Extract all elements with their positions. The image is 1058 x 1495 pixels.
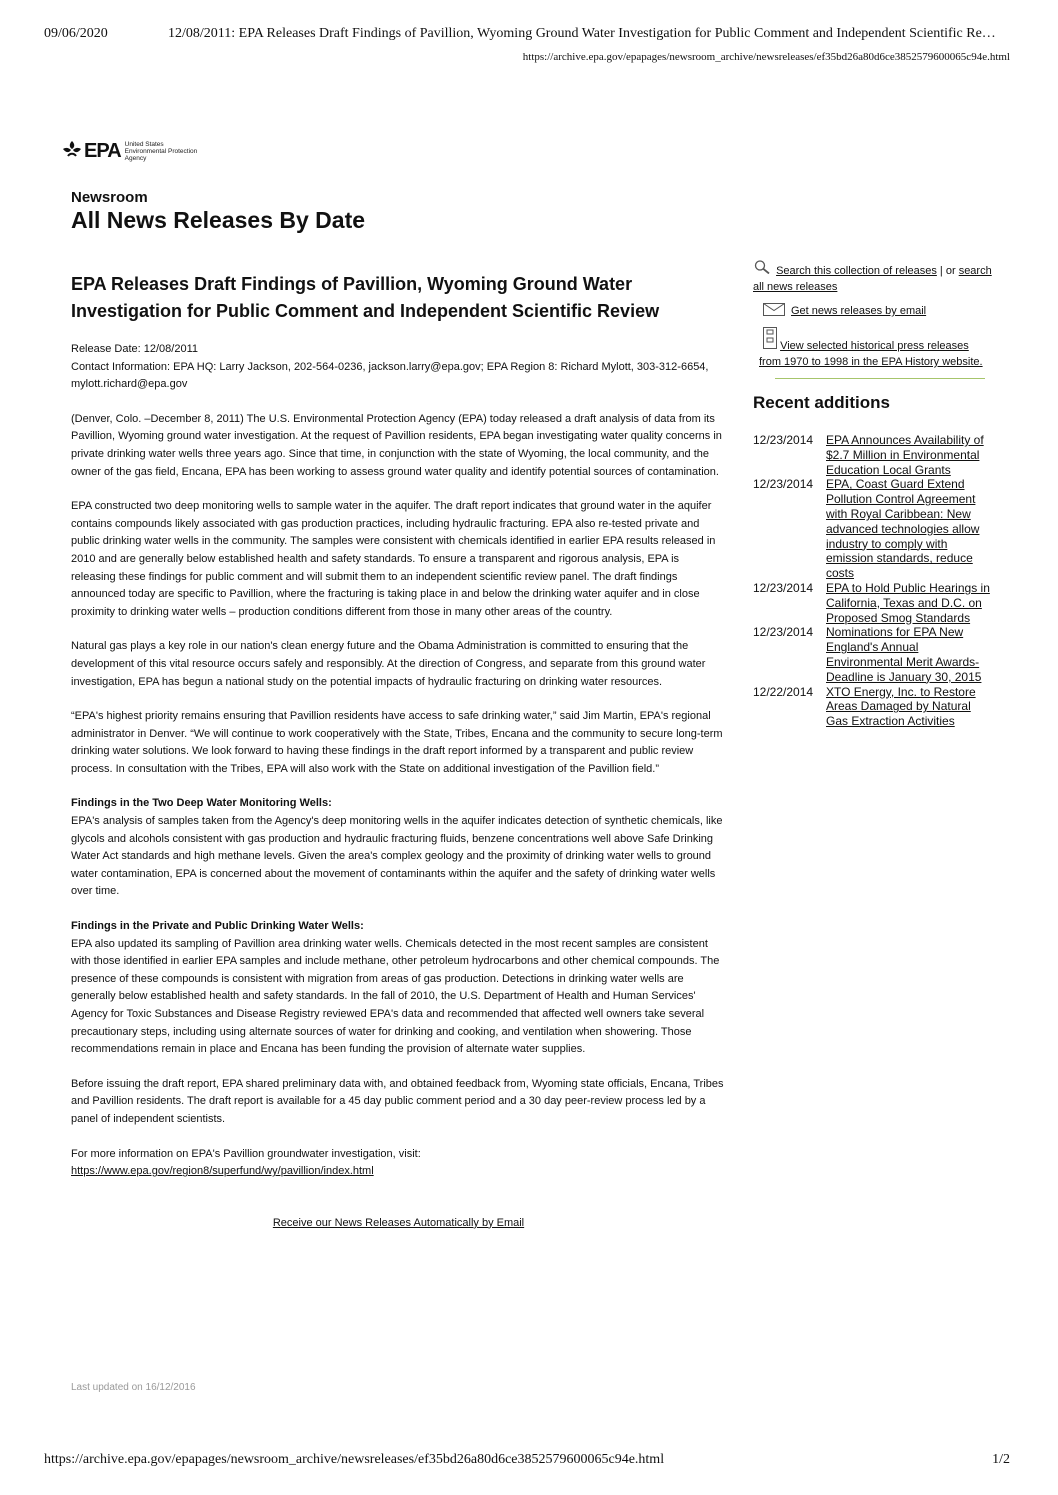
recent-item-link[interactable]: Nominations for EPA New England's Annual Environmental Merit Awards-Deadline is January 30, 2015 [826, 625, 982, 684]
sidebar-divider [775, 378, 985, 379]
epa-wordmark: EPA [84, 140, 121, 162]
recent-item-link[interactable]: EPA Announces Availability of $2.7 Million in Environmental Education Local Grants [826, 433, 984, 477]
more-info-text: For more information on EPA's Pavillion groundwater investigation, visit: [71, 1147, 421, 1160]
paragraph-2: EPA constructed two deep monitoring wells to sample water in the aquifer. The draft report indicates that ground water in the aquifer contains compounds likely associated with gas production practices, including hydraulic fracturing. EPA also re-tested private and public drinking water wells in the community. The samples were consistent with chemicals identified in earlier EPA results released in 2010 and are generally below established health and safety standards. To ensure a transparent and rigorous analysis, EPA is releasing these findings for public comment and will submit them to an independent scientific review panel. The draft findings announced today are specific to Pavillion, where the fracturing is taking place in and below the drinking water aquifer and in close proximity to drinking water wells – production conditions different from those in many other areas of the country. [71, 500, 716, 618]
envelope-icon [763, 303, 785, 321]
recent-item-title-cell [826, 685, 993, 729]
recent-item-date: 12/22/2014 [753, 684, 814, 699]
search-separator: | or [936, 265, 959, 277]
paragraph-4: “EPA's highest priority remains ensuring that Pavillion residents have access to safe drinking water,” said Jim Martin, EPA's regional administrator in Denver. “We will continue to work cooperatively with the State, Tribes, Encana and the community to secure long-term drinking water solutions. We look forward to having these findings in the draft report informed by a transparent and public review process. In consultation with the Tribes, EPA will also work with the State on additional investigation of the Pavillion field.” [71, 710, 723, 775]
pavillion-link[interactable]: https://www.epa.gov/region8/superfund/wy/pavillion/index.html [71, 1165, 374, 1178]
recent-item-link[interactable]: EPA to Hold Public Hearings in California, Texas and D.C. on Proposed Smog Standards [826, 580, 990, 625]
page-title: All News Releases By Date [71, 207, 366, 233]
magnifier-icon [753, 260, 773, 279]
recent-additions-title: Recent additions [753, 393, 890, 412]
recent-item-date: 12/23/2014 [753, 433, 814, 447]
receive-email-link[interactable]: Receive our News Releases Automatically by Email [272, 1216, 525, 1229]
recent-item [753, 433, 993, 477]
print-page-number: 1/2 [992, 1452, 1010, 1467]
print-date: 09/06/2020 [44, 26, 108, 41]
print-header-url: https://archive.epa.gov/epapages/newsroom_archive/newsreleases/ef35bd26a80d6ce3852579600065c94e.html [522, 51, 1010, 63]
email-news-link[interactable]: Get news releases by email [791, 305, 927, 317]
recent-item-title-cell [826, 581, 993, 625]
recent-item-link[interactable]: EPA, Coast Guard Extend Pollution Control Agreement with Royal Caribbean: New advanced technologies allow industry to comply with emission standards, reduce costs [826, 477, 980, 581]
recent-item-date: 12/23/2014 [753, 580, 814, 595]
search-row [753, 260, 993, 295]
print-title: 12/08/2011: EPA Releases Draft Findings of Pavillion, Wyoming Ground Water Investigation for Public Comment and Independent Scientific Re… [168, 26, 996, 41]
recent-item [753, 477, 993, 581]
recent-item [753, 685, 993, 729]
document-icon [763, 327, 777, 354]
article-title: EPA Releases Draft Findings of Pavillion, Wyoming Ground Water Investigation for Public Comment and Independent Scientific Review [71, 274, 660, 321]
release-date: Release Date: 12/08/2011 [71, 343, 198, 355]
subheading-monitoring-wells: Findings in the Two Deep Water Monitoring Wells: [71, 797, 332, 810]
paragraph-3: Natural gas plays a key role in our nation's clean energy future and the Obama Administration is committed to ensuring that the development of this vital resource occurs safely and responsibly. At the direction of Congress, and separate from this ground water investigation, EPA has begun a national study on the potential impacts of hydraulic fracturing on drinking water resources. [71, 640, 706, 688]
subheading-drinking-wells: Findings in the Private and Public Drinking Water Wells: [71, 920, 364, 933]
email-row [763, 303, 993, 321]
recent-item-link[interactable]: XTO Energy, Inc. to Restore Areas Damaged by Natural Gas Extraction Activities [826, 684, 976, 729]
recent-item [753, 625, 993, 684]
recent-item-title-cell [826, 625, 993, 684]
last-updated: Last updated on 16/12/2016 [71, 1382, 196, 1393]
recent-item-title-cell [826, 477, 993, 581]
print-footer-url: https://archive.epa.gov/epapages/newsroom_archive/newsreleases/ef35bd26a80d6ce3852579600065c94e.html [44, 1452, 665, 1467]
epa-agency-name: United States Environmental Protection Agency [124, 141, 198, 162]
recent-item-date: 12/23/2014 [753, 625, 814, 640]
history-row [759, 327, 993, 370]
paragraph-1: (Denver, Colo. –December 8, 2011) The U.S. Environmental Protection Agency (EPA) today released a draft analysis of data from its Pavillion, Wyoming ground water investigation. At the request of Pavillion residents, EPA began investigating water quality concerns in private drinking water wells three years ago. Since that time, in conjunction with the state of Wyoming, the local community, and the owner of the gas field, Encana, EPA has been working to assess ground water quality and identify potential sources of contamination. [71, 412, 722, 478]
recent-additions-list [753, 433, 993, 729]
epa-flower-icon [62, 140, 82, 163]
epa-logo[interactable] [62, 140, 197, 163]
search-all-link[interactable]: search all news releases [753, 265, 992, 293]
paragraph-6: EPA also updated its sampling of Pavillion area drinking water wells. Chemicals detected in the most recent samples are consistent with those identified in earlier EPA samples and include methane, other petroleum hydrocarbons and other chemical compounds. The presence of these compounds is consistent with migration from areas of gas production. Detections in drinking water wells are generally below established health and safety standards. In the fall of 2010, the U.S. Department of Health and Human Services' Agency for Toxic Substances and Disease Registry reviewed EPA's data and recommended that affected well owners take several precautionary steps, including using alternate sources of water for drinking and cooking, and ventilation when showering. Those recommendations remain in place and Encana has been funding the provision of alternate water supplies. [71, 937, 720, 1056]
sidebar [753, 260, 993, 729]
paragraph-7: Before issuing the draft report, EPA shared preliminary data with, and obtained feedback from, Wyoming state officials, Encana, Tribes and Pavillion residents. The draft report is available for a 45 day public comment period and a 30 day peer-review process led by a panel of independent scientists. [71, 1077, 724, 1125]
paragraph-5: EPA's analysis of samples taken from the Agency's deep monitoring wells in the aquifer indicates detection of synthetic chemicals, like glycols and alcohols consistent with gas production and hydraulic fracturing fluids, benzene concentrations well above Safe Drinking Water Act standards and high methane levels. Given the area's complex geology and the proximity of drinking water wells to ground water contamination, EPA is concerned about the movement of contaminants within the aquifer and the safety of drinking water wells over time. [71, 815, 723, 898]
contact-information: Contact Information: EPA HQ: Larry Jackson, 202-564-0236, jackson.larry@epa.gov; EPA Region 8: Richard Mylott, 303-312-6654, mylott.richard@epa.gov [71, 360, 709, 391]
section-label: Newsroom [71, 189, 148, 206]
history-link[interactable]: View selected historical press releases from 1970 to 1998 in the EPA History website. [759, 340, 983, 368]
article [71, 271, 726, 1229]
more-info [71, 1146, 726, 1181]
recent-item-date: 12/23/2014 [753, 477, 814, 492]
search-collection-link[interactable]: Search this collection of releases [776, 265, 937, 277]
recent-item-title-cell [826, 433, 993, 477]
recent-item [753, 581, 993, 625]
